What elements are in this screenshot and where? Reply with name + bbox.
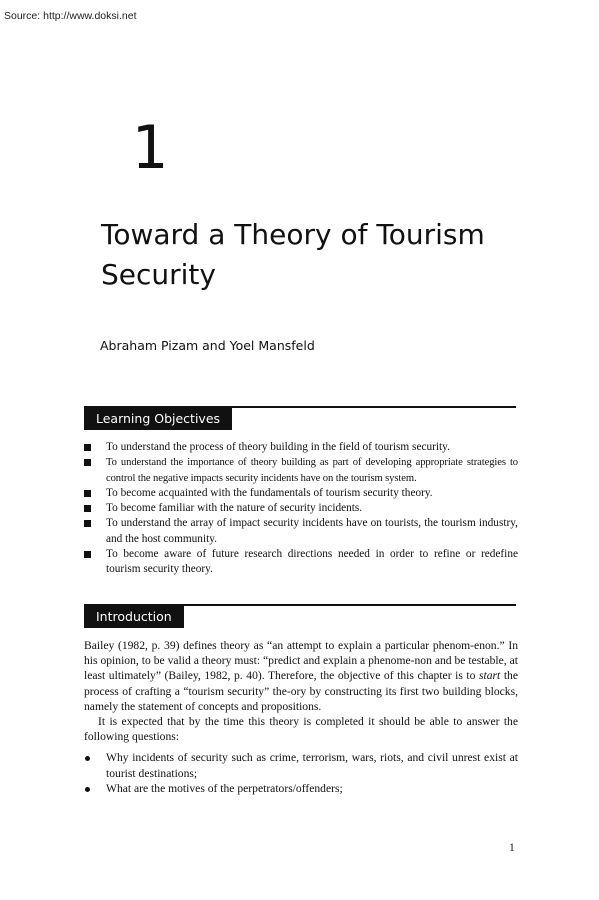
question-text: Why incidents of security such as crime, terrorism, wars, riots, and civil unrest exist at tourist destinations; [106,751,518,780]
objective-item [84,547,518,578]
square-bullet-icon [84,551,91,558]
square-bullet-icon [84,490,91,497]
objective-item [84,440,518,455]
paragraph-text: Bailey (1982, p. 39) defines theory as “an attempt to explain a particular phenom-enon.” In his opinion, to be valid a theory must: “predict and explain a phenome-non and be testable, at least ultimately” (Bailey, 1982, p. 40). Therefore, the objective of this chapter is to [84,639,518,683]
learning-objectives-list [84,440,518,578]
questions-list [84,750,518,796]
chapter-number: 1 [131,113,168,183]
round-bullet-icon [85,756,90,761]
question-item [84,750,518,780]
objective-item [84,516,518,547]
introduction-body [84,638,518,796]
chapter-title-line-1: Toward a Theory of Tourism [101,218,485,251]
chapter-title-line-2: Security [101,258,216,291]
objective-text: To become familiar with the nature of security incidents. [106,502,363,515]
question-text: What are the motives of the perpetrators/offenders; [106,781,343,795]
objective-item [84,455,518,486]
objective-text: To understand the process of theory building in the field of tourism security. [106,441,450,453]
objective-text: To become acquainted with the fundamentals of tourism security theory. [106,486,433,499]
introduction-paragraph-1 [84,638,518,714]
objective-item [84,501,518,516]
objective-item [84,486,518,501]
square-bullet-icon [84,459,91,466]
objective-text: To become aware of future research directions needed in order to refine or redefine tourism security theory. [106,548,518,576]
objective-text: To understand the importance of theory building as part of developing appropriate strategies to control the negative impacts security incidents have on the tourism system. [106,457,518,484]
section-heading-learning-objectives: Learning Objectives [84,407,232,430]
emphasized-word: start [479,669,501,683]
question-item [84,781,518,796]
paragraph-text: the process of crafting a “tourism security” the-ory by constructing its first two building blocks, namely the statement of concepts and propositions. [84,669,518,713]
square-bullet-icon [84,444,91,451]
source-note: Source: http://www.doksi.net [4,10,137,22]
chapter-title [101,215,541,295]
chapter-authors: Abraham Pizam and Yoel Mansfeld [100,338,315,353]
section-heading-introduction: Introduction [84,605,184,628]
square-bullet-icon [84,520,91,527]
introduction-paragraph-2: It is expected that by the time this theory is completed it should be able to answer the following questions: [84,715,518,744]
objective-text: To understand the array of impact security incidents have on tourists, the tourism industry, and the host community. [106,517,518,545]
page-number: 1 [509,842,515,854]
square-bullet-icon [84,505,91,512]
round-bullet-icon [85,787,90,792]
